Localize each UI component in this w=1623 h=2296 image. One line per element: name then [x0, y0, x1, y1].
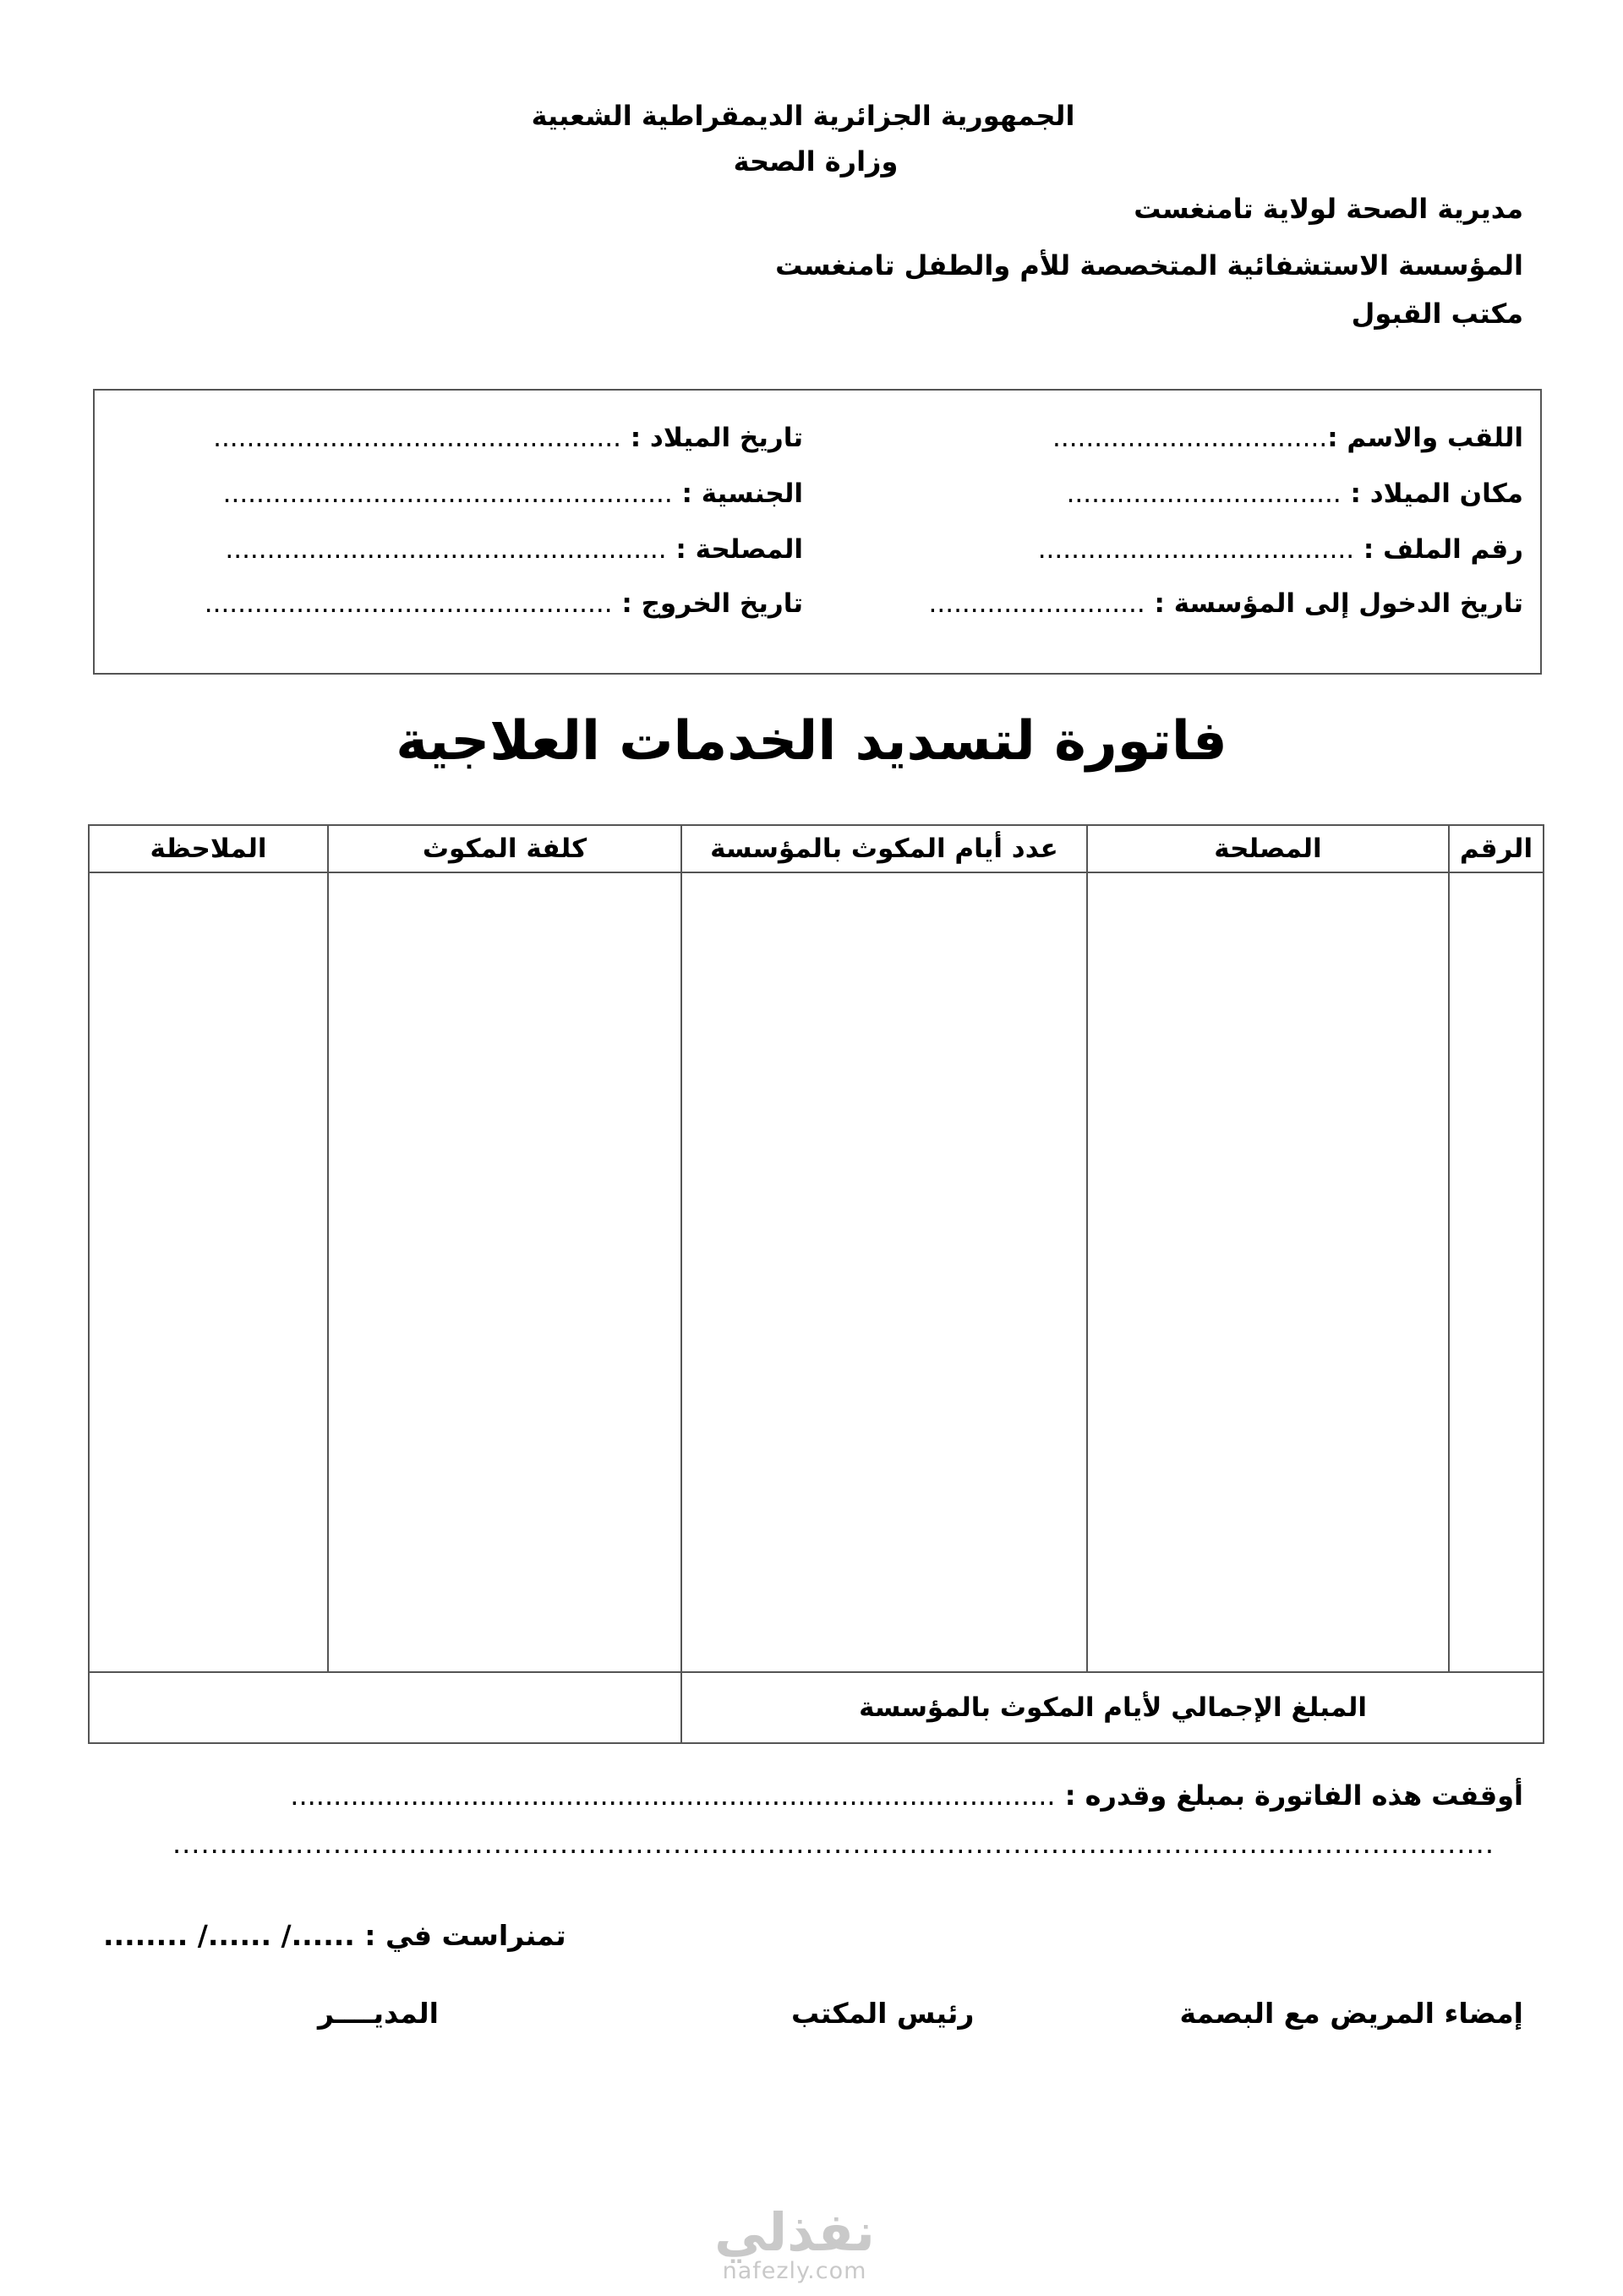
field-name[interactable] — [1052, 423, 1523, 453]
field-label: مكان الميلاد : — [1341, 478, 1523, 509]
field-label: تاريخ الميلاد : — [620, 423, 803, 453]
field-dots: ...................................... — [1037, 534, 1355, 565]
watermark-arabic: نفذلي — [714, 2201, 875, 2263]
field-service[interactable] — [225, 534, 803, 565]
field-discharge-date[interactable] — [205, 588, 803, 619]
table-cell-service[interactable] — [1087, 872, 1449, 1672]
field-label: تاريخ الدخول إلى المؤسسة : — [1145, 588, 1523, 619]
signature-office-head: رئيس المكتب — [791, 1997, 975, 2030]
signature-director: المديــــر — [318, 1997, 439, 2030]
signature-patient: إمضاء المريض مع البصمة — [1179, 1997, 1523, 2030]
amount-line[interactable] — [290, 1779, 1523, 1812]
column-header-number: الرقم — [1449, 825, 1544, 872]
total-row — [89, 1672, 1544, 1743]
field-label: الجنسية : — [672, 478, 803, 509]
field-label: اللقب والاسم : — [1327, 423, 1523, 453]
field-dots: ................................................. — [204, 588, 613, 619]
services-table — [88, 824, 1544, 1744]
table-header-row — [89, 825, 1544, 872]
table-row — [89, 872, 1544, 1672]
field-dots: .......................... — [928, 588, 1145, 619]
field-label: المصلحة : — [666, 534, 803, 565]
date-line[interactable]: تمنراست في : ....../ ....../ ........ — [103, 1919, 566, 1952]
field-birth-date[interactable] — [213, 423, 803, 453]
amount-line-2[interactable] — [172, 1828, 1495, 1860]
total-value-cell[interactable] — [89, 1672, 681, 1743]
republic-name: الجمهورية الجزائرية الديمقراطية الشعبية — [531, 100, 1075, 132]
table-cell-days[interactable] — [681, 872, 1087, 1672]
field-label: تاريخ الخروج : — [612, 588, 803, 619]
nafezly-watermark-logo — [685, 2201, 904, 2284]
field-dots: ................................. — [1052, 423, 1328, 453]
amount-dots: ......................................................................................... — [290, 1779, 1056, 1812]
watermark-url: nafezly.com — [722, 2258, 867, 2284]
field-admission-date[interactable] — [929, 588, 1523, 619]
field-dots: ................................................. — [213, 423, 621, 453]
field-birthplace[interactable] — [1067, 478, 1523, 509]
amount-label: أوقفت هذه الفاتورة بمبلغ وقدره : — [1055, 1779, 1523, 1812]
column-header-notes: الملاحظة — [89, 825, 328, 872]
column-header-days: عدد أيام المكوث بالمؤسسة — [681, 825, 1087, 872]
institution-name: المؤسسة الاستشفائية المتخصصة للأم والطفل تامنغست — [775, 249, 1523, 282]
field-nationality[interactable] — [223, 478, 803, 509]
field-file-number[interactable] — [1038, 534, 1523, 565]
column-header-service: المصلحة — [1087, 825, 1449, 872]
field-dots: ...................................................... — [222, 478, 673, 509]
directorate-name: مديرية الصحة لولاية تامنغست — [1134, 193, 1523, 225]
field-label: رقم الملف : — [1354, 534, 1523, 565]
amount-dots: ............................................................................................................................................ — [172, 1828, 1495, 1860]
total-label: المبلغ الإجمالي لأيام المكوث بالمؤسسة — [681, 1672, 1544, 1743]
table-cell-notes[interactable] — [89, 872, 328, 1672]
field-dots: ..................................................... — [225, 534, 667, 565]
table-cell-cost[interactable] — [328, 872, 681, 1672]
table-cell-number[interactable] — [1449, 872, 1544, 1672]
office-name: مكتب القبول — [1351, 298, 1523, 330]
ministry-name: وزارة الصحة — [733, 145, 899, 178]
field-dots: ................................. — [1066, 478, 1342, 509]
column-header-cost: كلفة المكوث — [328, 825, 681, 872]
invoice-title: فاتورة لتسديد الخدمات العلاجية — [396, 710, 1227, 773]
